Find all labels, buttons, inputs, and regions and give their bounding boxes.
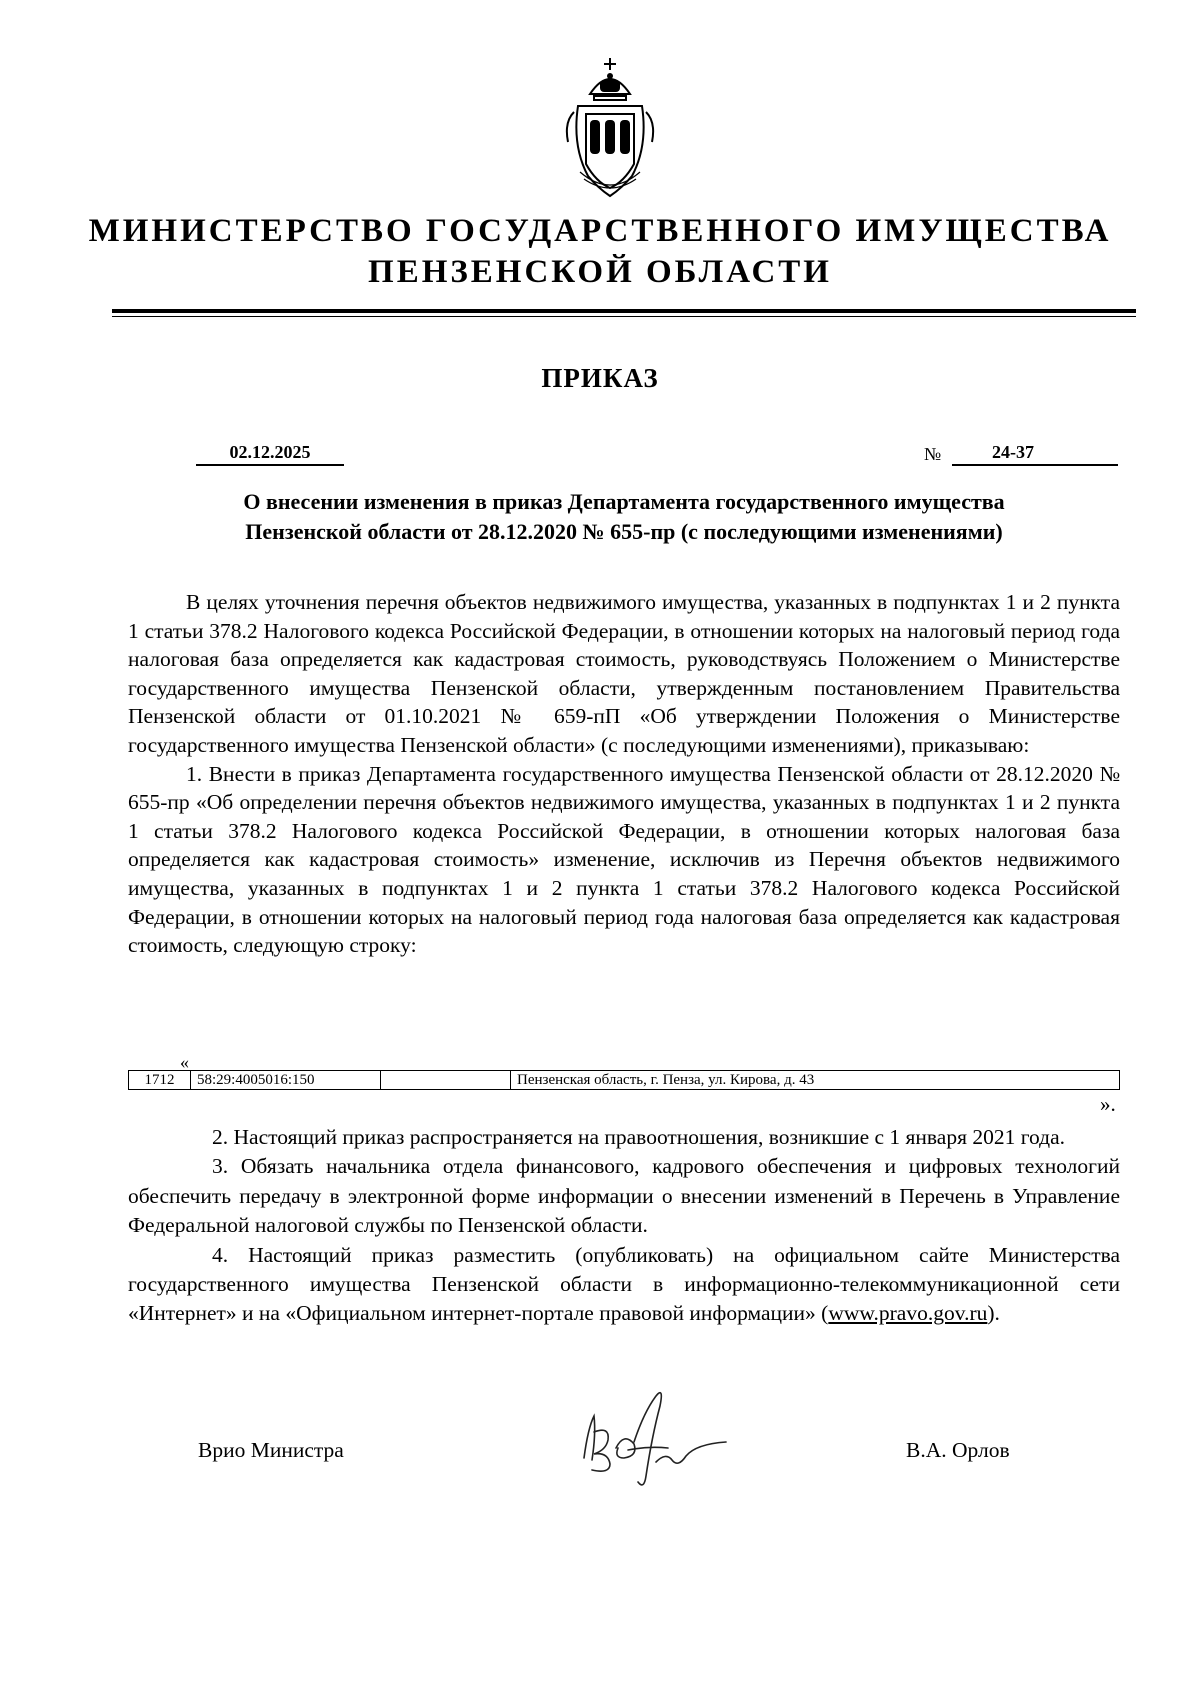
subject-line1: О внесении изменения в приказ Департамента государственного имущества (243, 489, 1005, 514)
quote-open: « (180, 1052, 189, 1072)
ministry-name-line1: МИНИСТЕРСТВО ГОСУДАРСТВЕННОГО ИМУЩЕСТВА (88, 213, 1112, 249)
header-rule-thin (112, 316, 1136, 317)
coat-of-arms-icon (560, 54, 660, 204)
item-1-paragraph: 1. Внести в приказ Департамента государственного имущества Пензенской области от 28.12.2020 № 655-пр «Об определении перечня объектов недвижимого имущества, указанных в подпунктах 1 и 2 пункта 1 статьи 378.2 Налогового кодекса Российской Федерации, в отношении которых налоговая база определяется как кадастровая стоимость» изменение, исключив из Перечня объектов недвижимого имущества, указанных в подпунктах 1 и 2 пункта 1 статьи 378.2 Налогового кодекса Российской Федерации, в отношении которых на налоговый период года налоговая база определяется как кадастровая стоимость, следующую строку: (128, 761, 1120, 958)
table-cell-empty (381, 1071, 511, 1090)
excluded-object-table (128, 1070, 1120, 1090)
document-subject (112, 487, 1136, 547)
item-4-paragraph (128, 1241, 1120, 1329)
item-2-paragraph: 2. Настоящий приказ распространяется на правоотношения, возникшие с 1 января 2021 года. (212, 1125, 1065, 1149)
document-body-continued (128, 1123, 1120, 1329)
table-cell-number: 1712 (129, 1071, 191, 1090)
document-number: 24-37 (952, 440, 1118, 466)
pravo-link[interactable]: www.pravo.gov.ru (828, 1301, 988, 1326)
table-cell-address: Пензенская область, г. Пенза, ул. Кирова, д. 43 (511, 1071, 1120, 1090)
intro-paragraph: В целях уточнения перечня объектов недвижимого имущества, указанных в подпунктах 1 и 2 пункта 1 статьи 378.2 Налогового кодекса Российской Федерации, в отношении которых на налоговый период года налоговая база определяется как кадастровая стоимость, руководствуясь Положением о Министерстве государственного имущества Пензенской области, утвержденным постановлением Правительства Пензенской области от 01.10.2021 № 659-пП «Об утверждении Положения о Министерстве государственного имущества Пензенской области» (с последующими изменениями), приказываю: (128, 590, 1120, 757)
table-cell-cadastral: 58:29:4005016:150 (191, 1071, 381, 1090)
table-row (129, 1071, 1120, 1090)
subject-line2: Пензенской области от 28.12.2020 № 655-пр (с последующими изменениями) (245, 519, 1003, 544)
number-sign: № (924, 444, 942, 464)
signatory-name: В.А. Орлов (906, 1438, 1010, 1462)
document-type: ПРИКАЗ (541, 363, 659, 393)
item-4-text: 4. Настоящий приказ разместить (опубликовать) на официальном сайте Министерства государственного имущества Пензенской области в информационно-телекоммуникационной сети «Интернет» и на «Официальном интернет-портале правовой информации» ( (128, 1242, 1120, 1326)
header-rule-thick (112, 309, 1136, 313)
item-4-end: ). (987, 1301, 1000, 1326)
document-date: 02.12.2025 (196, 440, 344, 466)
document-body (128, 588, 1120, 960)
handwritten-signature-icon (570, 1388, 730, 1498)
item-3-paragraph: 3. Обязать начальника отдела финансового, кадрового обеспечения и цифровых технологий обеспечить передачу в электронной форме информации о внесении изменений в Перечень в Управление Федеральной налоговой службы по Пензенской области. (128, 1154, 1120, 1238)
ministry-name-line2: ПЕНЗЕНСКОЙ ОБЛАСТИ (368, 254, 832, 290)
quote-close: ». (1100, 1092, 1116, 1116)
signatory-position: Врио Министра (198, 1438, 344, 1462)
